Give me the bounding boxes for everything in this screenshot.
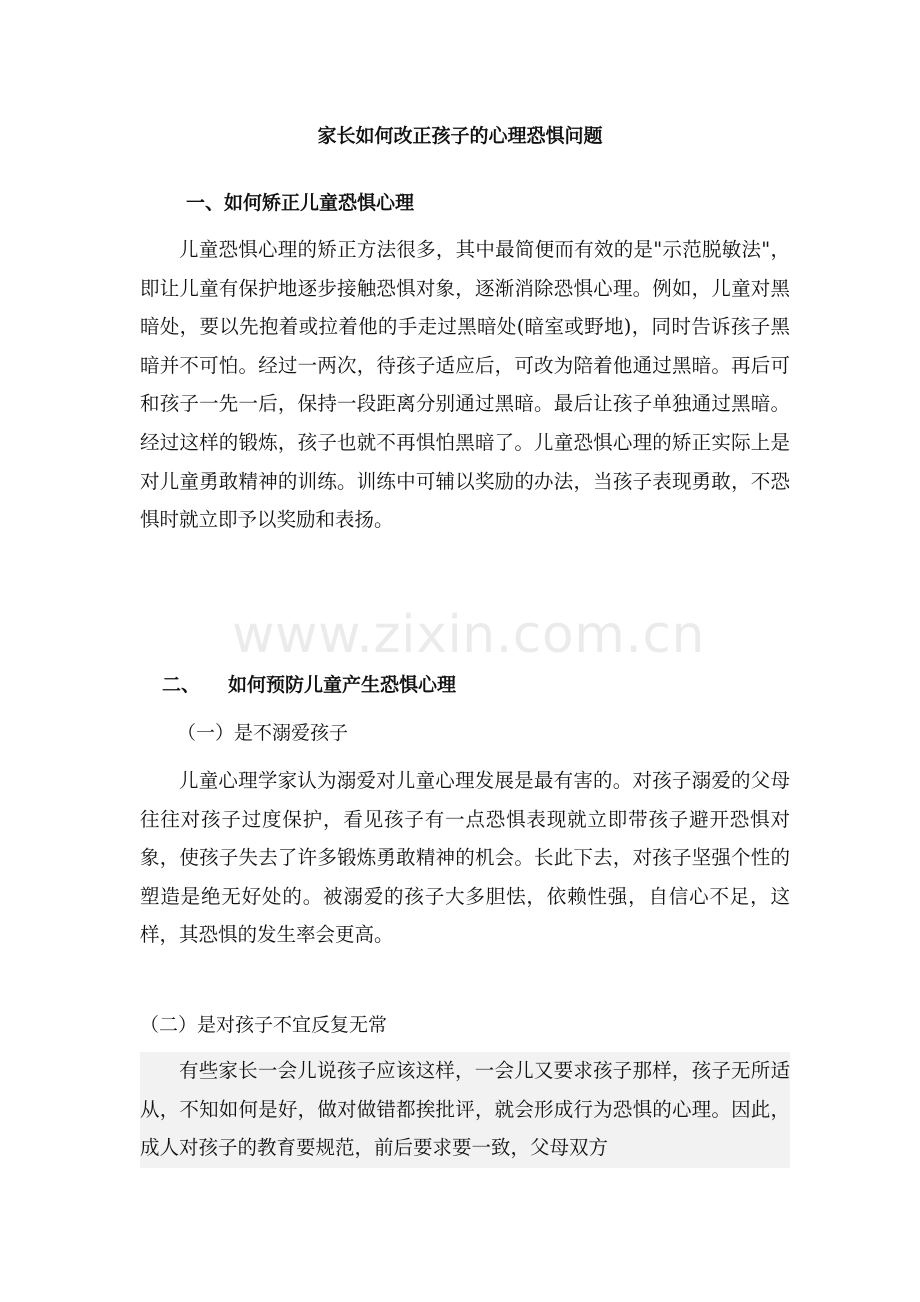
subsection-1-paragraph: 儿童心理学家认为溺爱对儿童心理发展是最有害的。对孩子溺爱的父母往往对孩子过度保护，看见孩子有一点恐惧表现就立即带孩子避开恐惧对象，使孩子失去了许多锻炼勇敢精神的机会。长此下去，对孩子坚强个性的塑造是绝无好处的。被溺爱的孩子大多胆怯，依赖性强，自信心不足，这样，其恐惧的发生率会更高。: [140, 769, 790, 947]
section-2-heading: 如何预防儿童产生恐惧心理: [228, 674, 457, 696]
section-1-heading: 一、如何矫正儿童恐惧心理: [186, 192, 415, 214]
subsection-2-paragraph: 有些家长一会儿说孩子应该这样，一会儿又要求孩子那样，孩子无所适从，不知如何是好，做对做错都挨批评，就会形成行为恐惧的心理。因此，成人对孩子的教育要规范，前后要求要一致，父母双方: [140, 1052, 790, 1168]
subsection-1-heading: （一）是不溺爱孩子: [177, 722, 349, 744]
subsection-2-heading: （二）是对孩子不宜反复无常: [140, 1014, 388, 1036]
watermark: www.zixin.com.cn: [232, 605, 705, 665]
section-2-heading-number: 二、: [162, 674, 201, 696]
document-title: 家长如何改正孩子的心理恐惧问题: [317, 125, 603, 147]
section-1-paragraph: 儿童恐惧心理的矫正方法很多，其中最简便而有效的是"示范脱敏法"，即让儿童有保护地逐步接触恐惧对象，逐渐消除恐惧心理。例如，儿童对黑暗处，要以先抱着或拉着他的手走过黑暗处(暗室或野地)，同时告诉孩子黑暗并不可怕。经过一两次，待孩子适应后，可改为陪着他通过黑暗。再后可和孩子一先一后，保持一段距离分别通过黑暗。最后让孩子单独通过黑暗。经过这样的锻炼，孩子也就不再惧怕黑暗了。儿童恐惧心理的矫正实际上是对儿童勇敢精神的训练。训练中可辅以奖励的办法，当孩子表现勇敢，不恐惧时就立即予以奖励和表扬。: [140, 238, 790, 532]
